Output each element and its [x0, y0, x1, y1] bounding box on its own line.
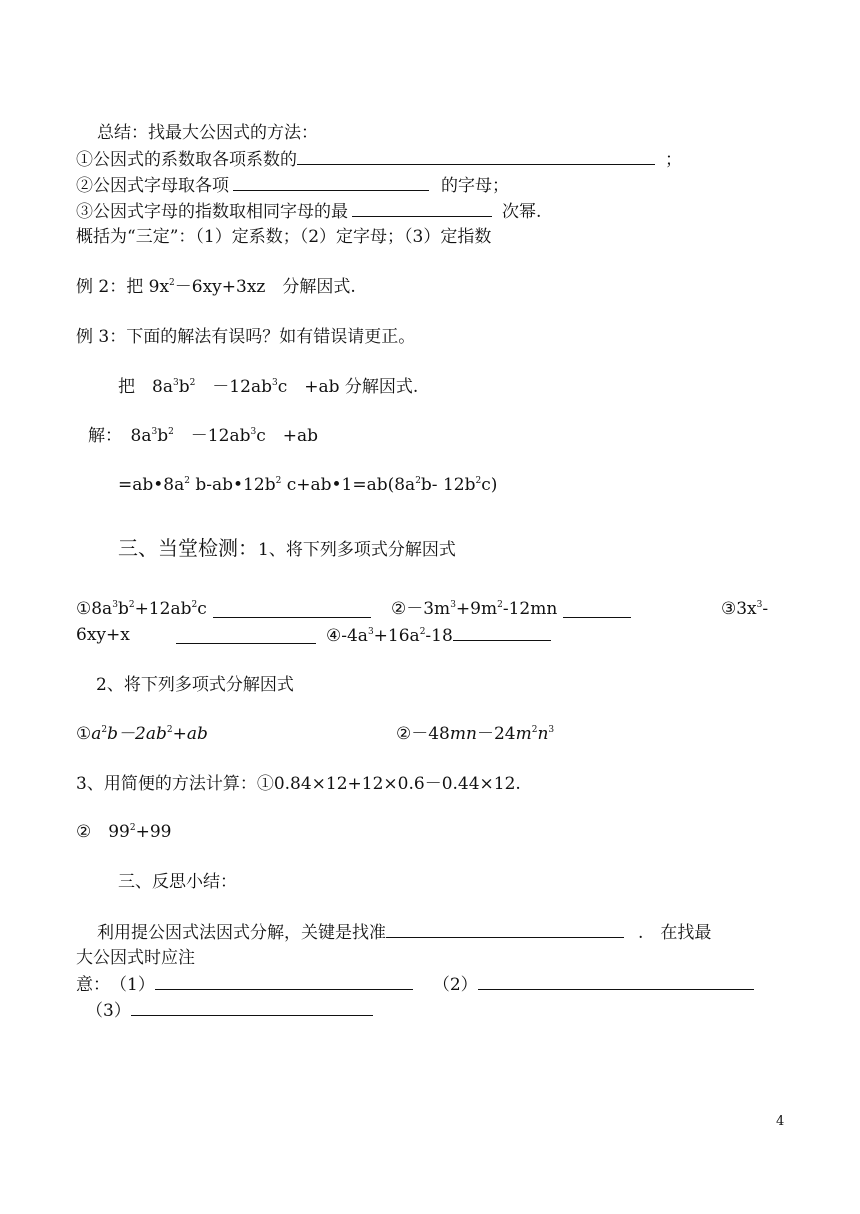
reflection-line-2: 大公因式时应注: [76, 948, 195, 968]
reflection-line-1: 利用提公因式法因式分解，关键是找准 . 在找最: [97, 923, 712, 943]
fill-blank[interactable]: [155, 973, 413, 990]
example-3-task: 把 $8a^3b^2$ $-12ab^3c$ +ab 分解因式.: [118, 377, 419, 397]
q2-item-1: $①a^2b-2ab^2+ab$: [76, 724, 208, 744]
q3-heading: 3、用简便的方法计算：①0.84×12+12×0.6－0.44×12.: [76, 774, 521, 794]
fill-blank[interactable]: [453, 624, 551, 641]
q3-item-2: ② $99^2+99$: [76, 822, 172, 842]
fill-blank[interactable]: [563, 601, 631, 618]
fill-blank[interactable]: [131, 999, 373, 1016]
reflection-heading: 三、反思小结：: [118, 872, 237, 892]
section-3-heading: 三、当堂检测：1、将下列多项式分解因式: [118, 536, 456, 560]
q1-item-4: $④-4a^3+16a^2-18$: [326, 624, 551, 647]
q1-item-2: $②-3m^3+9m^2-12mn$: [391, 599, 558, 619]
summary-rule-2: ②公因式字母取各项 的字母；: [76, 176, 509, 196]
reflection-line-3: 意： （1） （2）: [76, 973, 754, 996]
fill-blank[interactable]: [352, 200, 492, 217]
fill-blank[interactable]: [176, 627, 316, 644]
summary-rule-3: ③公因式字母的指数取相同字母的最 次幂.: [76, 202, 542, 222]
fill-blank[interactable]: [386, 921, 624, 938]
example-3-solution: 解： $8a^3b^2$ $-12ab^3c$ +ab: [88, 426, 318, 446]
summary-rule-1: ①公因式的系数取各项系数的 ；: [76, 150, 682, 170]
example-3-step: $=ab•8a^2$ $b-ab•12b^2$ $c+ab•1=ab(8a^2b-$ $12b^2c$): [118, 475, 498, 495]
example-2: 例 2：把 $9x^2-6xy+3xz$ 分解因式.: [76, 277, 356, 297]
q2-heading: 2、将下列多项式分解因式: [96, 675, 294, 695]
fill-blank[interactable]: [297, 148, 655, 165]
example-3-label: 例 3：下面的解法有误吗？如有错误请更正。: [76, 327, 416, 347]
reflection-line-4: （3）: [86, 999, 373, 1022]
fill-blank[interactable]: [213, 601, 371, 618]
q1-item-1: $①8a^3b^2+12ab^2c$: [76, 599, 207, 619]
q2-item-2: $②-48mn-24m^2n^3$: [396, 724, 555, 744]
fill-blank[interactable]: [478, 973, 754, 990]
summary-title: 总结：找最大公因式的方法：: [97, 123, 318, 143]
q1-item-3: $③3x^3-$: [721, 599, 769, 619]
fill-blank[interactable]: [233, 174, 429, 191]
q1-item-3-cont: 6xy+x: [76, 625, 130, 645]
summary-generalize: 概括为“三定”：（1）定系数；（2）定字母；（3）定指数: [76, 227, 492, 247]
page-number: 4: [776, 1114, 785, 1129]
